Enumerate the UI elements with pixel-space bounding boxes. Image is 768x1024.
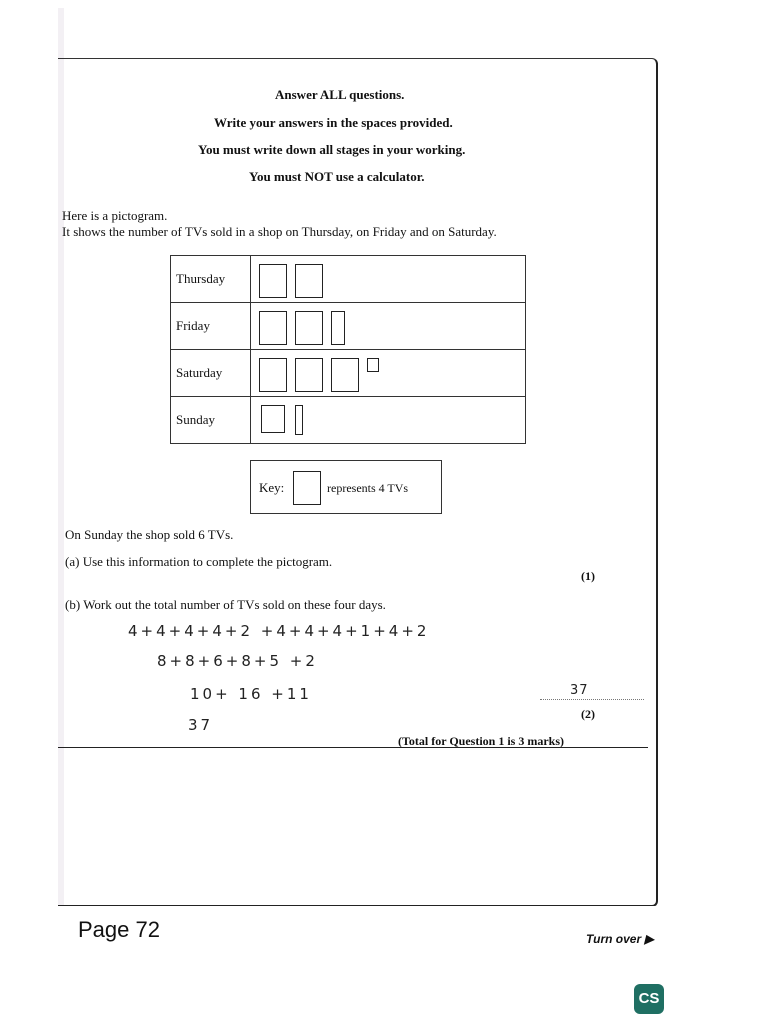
question-b-label: (b): [65, 597, 81, 612]
tv-symbol: [259, 311, 287, 345]
working-line-4: 37: [188, 716, 214, 734]
tv-symbol-handdrawn: [261, 405, 285, 433]
pictogram-icons: [251, 397, 526, 444]
day-label: Thursday: [171, 256, 251, 303]
pictogram-icons: [251, 256, 526, 303]
tv-symbol: [295, 358, 323, 392]
sunday-info: On Sunday the shop sold 6 TVs.: [65, 527, 234, 542]
answer-line: [540, 699, 644, 700]
question-divider: [58, 747, 648, 748]
instruction-4: You must NOT use a calculator.: [249, 169, 425, 184]
key-label: Key:: [259, 480, 285, 495]
tv-symbol: [331, 358, 359, 392]
question-b: [65, 597, 386, 613]
intro-line-2: It shows the number of TVs sold in a shop on Thursday, on Friday and on Saturday.: [62, 224, 497, 239]
tv-symbol: [295, 311, 323, 345]
key-symbol: [293, 471, 321, 505]
camscanner-logo: CS: [634, 984, 664, 1014]
tv-symbol: [259, 358, 287, 392]
pictogram-row: [171, 303, 526, 350]
question-b-text: Work out the total number of TVs sold on these four days.: [83, 597, 386, 612]
instruction-2: Write your answers in the spaces provided.: [214, 115, 453, 130]
pictogram-row: [171, 397, 526, 444]
working-line-2: 8+8+6+8+5 +2: [157, 652, 318, 670]
pictogram-icons: [251, 303, 526, 350]
question-a: [65, 554, 332, 570]
question-a-marks: (1): [581, 569, 595, 583]
question-a-label: (a): [65, 554, 80, 569]
instruction-1: Answer ALL questions.: [275, 87, 405, 102]
day-label: Sunday: [171, 397, 251, 444]
tv-symbol-handdrawn-partial: [295, 405, 303, 435]
question-total: (Total for Question 1 is 3 marks): [398, 734, 565, 748]
working-line-3: 10+ 16 +11: [190, 685, 312, 703]
question-a-text: Use this information to complete the pictogram.: [82, 554, 333, 569]
answer-value: 37: [570, 683, 589, 698]
turn-over: Turn over ▶: [586, 932, 654, 946]
tv-symbol-partial: [367, 358, 379, 372]
instruction-3: You must write down all stages in your working.: [198, 142, 466, 157]
day-label: Friday: [171, 303, 251, 350]
key-text: represents 4 TVs: [327, 481, 409, 495]
tv-symbol: [259, 264, 287, 298]
pictogram-row: [171, 350, 526, 397]
pictogram-key: [250, 460, 442, 514]
day-label: Saturday: [171, 350, 251, 397]
page-number: Page 72: [78, 917, 160, 942]
pictogram-icons: [251, 350, 526, 397]
pictogram-row: [171, 256, 526, 303]
intro-line-1: Here is a pictogram.: [62, 208, 168, 223]
working-line-1: 4+4+4+4+2 +4+4+4+1+4+2: [128, 622, 430, 640]
tv-symbol: [295, 264, 323, 298]
tv-symbol-partial: [331, 311, 345, 345]
pictogram-table: [170, 255, 526, 444]
question-b-marks: (2): [581, 707, 595, 721]
